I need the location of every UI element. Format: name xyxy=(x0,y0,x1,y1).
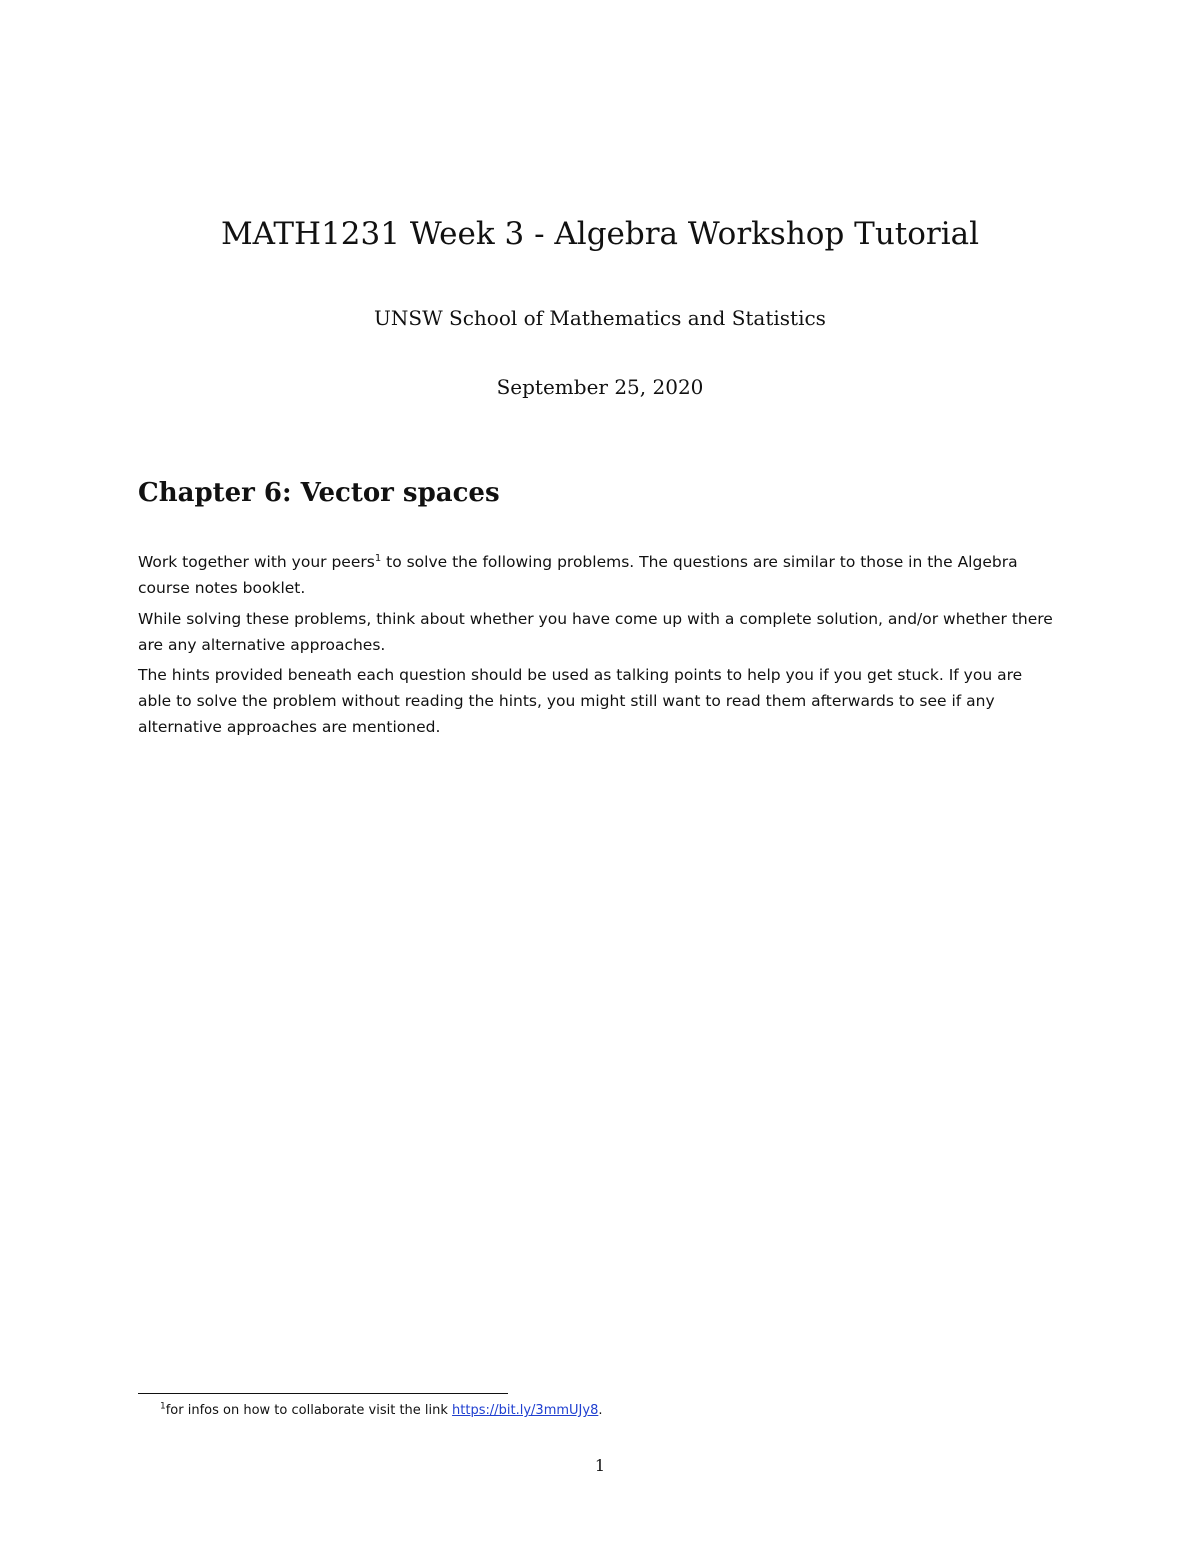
footnote-mark: 1 xyxy=(160,1401,166,1412)
footnote-text: for infos on how to collaborate visit the link xyxy=(165,1403,453,1418)
collaboration-link[interactable]: https://bit.ly/3mmUJy8 xyxy=(452,1403,599,1418)
paragraph-intro-text: Work together with your peers xyxy=(138,553,375,571)
document-author: UNSW School of Mathematics and Statistics xyxy=(374,306,826,330)
footnote-divider xyxy=(138,1393,508,1394)
document-title: MATH1231 Week 3 - Algebra Workshop Tutorial xyxy=(220,216,980,252)
paragraph-intro xyxy=(138,549,1058,601)
paragraph-intro-continued: to solve the following problems. The questions are similar to those in the Algebra course notes booklet. xyxy=(138,553,1018,597)
footnote xyxy=(160,1400,602,1422)
paragraph-approach: While solving these problems, think about whether you have come up with a complete solution, and/or whether there are any alternative approaches. xyxy=(138,610,1053,654)
paragraph-hints: The hints provided beneath each question should be used as talking points to help you if you get stuck. If you are able to solve the problem without reading the hints, you might still want to read them afterwards to see if any alternative approaches are mentioned. xyxy=(138,666,1023,736)
footnote-reference[interactable]: 1 xyxy=(374,552,382,564)
footnote-trailing: . xyxy=(598,1403,603,1418)
page-number: 1 xyxy=(594,1456,606,1475)
chapter-heading: Chapter 6: Vector spaces xyxy=(138,478,500,508)
document-date: September 25, 2020 xyxy=(496,375,704,399)
